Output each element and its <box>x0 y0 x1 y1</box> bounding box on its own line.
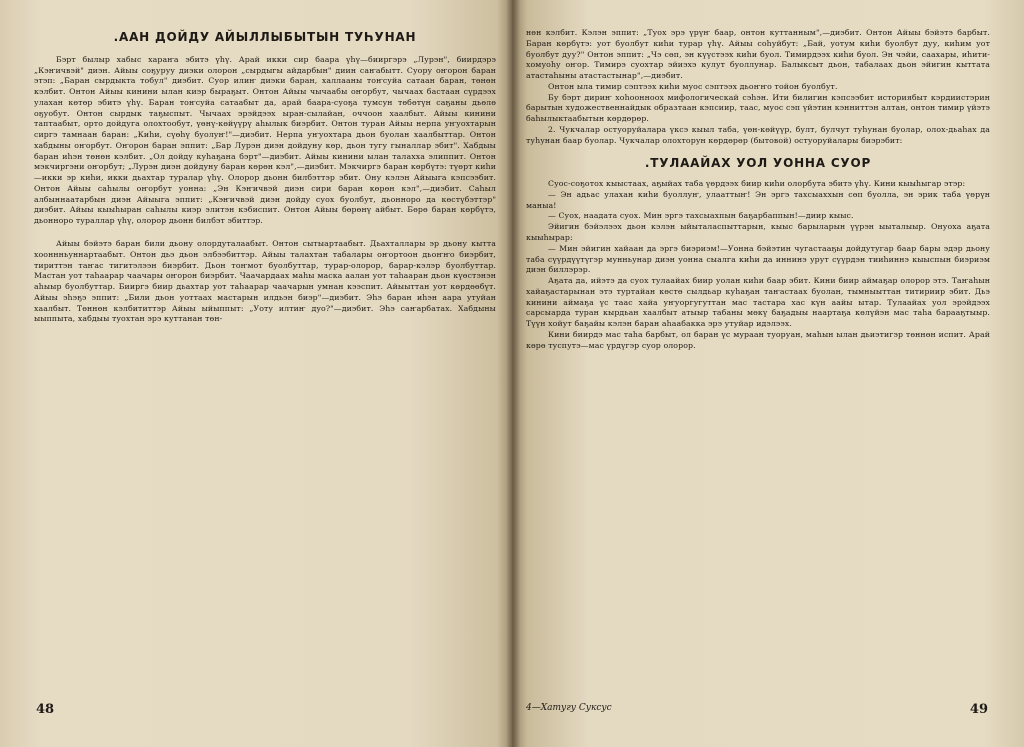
page-number-left: 48 <box>36 702 55 717</box>
right-paragraph: Бу бэрт дириҥ хоһоонноох мифологическай сэһэн. Ити билигин кэпсээбит историябыт кэрдиистэрин барытын художественнайдык образтаан кэпсиир, таас, муос сэп үйэтин кэнниттэн алтан, онтон тимир үйэтэ баһылыктаабытын көрдөрөр. <box>526 92 990 124</box>
right-paragraph: 2. Чукчалар остуоруйалара үксэ кыыл таба, үөн-көйүүр, булт, булчут туһунан буолар, олох-дьаһах да туһунан баар буолар. Чукчалар олохторун көрдөрөр (бытовой) остуоруйалары биэрэбит: <box>526 124 990 145</box>
left-chapter-heading: .ААН ДОЙДУ АЙЫЛЛЫБЫТЫН ТУҺУНАН <box>113 30 417 44</box>
right-paragraph: Суос-соҕотох кыыстаах, аҕыйах таба үөрдээх биир киһи олорбута эбитэ үһү. Кини кыыһыгар этэр: <box>548 179 966 189</box>
right-text-column <box>526 28 990 747</box>
page-number-right: 49 <box>969 702 988 717</box>
right-paragraph: — Мин эйигин хайаан да эргэ биэриэм!—Уонна бэйэтин чугастааҕы дойдутугар баар бары эдэр дьону таба сүүрдүүтүгэр мунньунар диэн уонна сыалга киһи да иннинэ урут сүүрдэн тииһиннэ кыыспын биэриэм диэн биллэрэр. <box>526 243 990 275</box>
right-paragraph: Эйигин бэйэлээх дьон кэлэн ыйыталаспыттарын, кыыс барыларын үүрэн ыыталыыр. Онуоха аҕата кыыһырар: <box>526 222 990 243</box>
right-paragraph: — Эн адьас улахан киһи буоллуҥ, улааттыҥ! Эн эргэ тахсыаххын сөп буолла, эн эрик таба үөрүн маныа! <box>526 189 990 210</box>
right-paragraph: Аҕата да, ийэтэ да суох тулаайах биир уолан киһи баар эбит. Кини биир аймаҕар олорор этэ. Таҥаһын хайаҕастарынан этэ туртайан көстө сылдьар куһаҕан таҥастаах буолан, тымныыттан титириир эбит. Дьэ кинини аймаҕа үс таас хайа уҥуоргугуттан мас тастара хас күн аайы ытар. Тулаайах уол эрэйдээх сарсыарда туран кырдьан хаалбыт атыыр табаны мөкү баҕадыы наартаҕа көлүйэн мас таһа барааҕтыыр. Түүн хойут баҕайы кэлэн баран аһаабакка эрэ утуйар идэлээх. <box>526 276 990 329</box>
left-paragraph: Айыы бэйэтэ баран били дьону олордуталаабыт. Онтон сытыартаабыт. Дьахталлары эр дьону кытта хооннньуннартаабыт. Онтон дьэ дьон элбээбиттэр. Айыы талахтан табалары оҥортоон дьоҥҥо биэрбит, тириттэн таҥас тигитэлээн биэрбит. Дьон тоҥмот буолбуттар, турар-олорор, барар-кэлэр буолбуттар. Мастан уот таһаарар чаачары оҥорон биэрбит. Чаачардаах маһы маска аалан уот таһааран дьон күөстэнэн аһыыр буолбуттар. Бииргэ биир дьахтар уот таһаарар чаачарын умнан кээспит. Айыыттан уот көрдөөбүт. Айыы эһэҕэ эппит: „Били дьон уоттаах мастарын илдьэн биэр"—диэбит. Эһэ баран иһэн аара утуйан хаалбыт. Төннөн кэлбититтэр Айыы ыйыппыт: „Уоту илтиҥ дуо?"—диэбит. Эһэ саҥарбатах. Хабдыны ыыппыта, хабдыы туохтан эрэ куттанан төн- <box>34 239 496 324</box>
right-story-heading: .ТУЛААЙАХ УОЛ УОННА СУОР <box>644 156 872 171</box>
right-paragraph: нөн кэлбит. Кэлэн эппит: „Туох эрэ үрүҥ баар, онтон куттанным",—диэбит. Онтон Айыы бэйэтэ барбыт. Баран көрбүтэ: уот буолбут киһи турар үһү. Айыы соһуйбут: „Бай, уотум киһи буолбут дуу, киһим уот буолбут дуу?" Онтон эппит: „Чэ сөп, эн күүстээх киһи буол. Тимирдээх киһи буол. Эн чэйи, саахары, иһити-хомуоһу оҥор. Тимирэ суохтар эйиэхэ кулут буоллунар. Балыксыт дьон, табалаах дьон эйигин кыттата атастаһыны атастастынар",—диэбит. <box>526 28 990 81</box>
right-page <box>512 0 1024 747</box>
right-paragraph: Онтон ыла тимир сэптээх киһи муос сэптээх дьоҥҥо тойон буолбут. <box>548 81 838 91</box>
left-paragraph: Бэрт былыр хабыс хараҥа эбитэ үһү. Арай икки сир баара үһү—бииргэрэ „Лурэн", биирдэрэ „Кэҥичвэй" диэн. Айыы соҕуруу диэки олорон „сырдыгы айдарбын" диин саҥабытт. Суору оҥорон баран этэп: „Баран сырдыкта тобул" диэбит. Суор илиҥ диэки баран, халлааны тоҥсуйа сатаан баран, төнөн кэлбит. Онтон Айыы кинини ылан киэр быраҕыт. Онтон Айыы чычаабы оҥорбут, чычаах бастаан сүрдээх улахан көтөр эбитэ үһү. Баран тоҥсуйа сатаабыт да, арай баара-суоҕа тумсун төбөтүн саҕаны дьөлө оҕуобут. Онтон сырдык таҕыспыт. Чычаах эрэйдээх ыран-сылайан, оччоон хаалбыт. Айыы кинини таптаабыт, орто дойдуга олохтообут, үөнү-көйүүрү аһылык биэрбит. Онтон туран Айыы нерпа уҥуохтарын сиргэ тамнаан баран: „Киһи, сүөһү буолуҥ!"—диэбит. Нерпа уҥуохтара дьон буолан хаалбыттар. Онтон хабдыны оҥорбут. Оҥорон баран эппит: „Бар Лурэн диэн дойдуну көр, дьон тугу гыналлар эбит". Хабдыы баран иһэн төнөн кэлбит. „Ол дойду куһаҕана бэрт"—диэбит. Айыы кинини ылан талахха элиппит. Онтон мэкчиргэни оҥорбут; „Лурэн диэн дойдуну баран көрөн кэл",—диэбит. Мэкчиргэ баран көрбүтэ: түөрт киһи—икки эр киһи, икки дьахтар туралар үһү. Олорор дьонн билбэттэр эбит. Ону кэлэн Айыыга кэпсээбит. Онтон Айыы саһылы оҥорбут уонна: „Эн Кэҥичвэй диэн сири баран көрөн кэл",—диэбит. Саһыл албыннаатарбын диэн Айыыга эппит: „Кэҥичвэй диэн дойду суох буолбут, дьонноро да көстүбэттэр" диэбит. Айыы кыыһыран саһылы киэр элитэн кэбиспит. Онтон Айыы бөрөнү айбыт. Бөрө баран көрбүтэ, дьонноро тураллар үһү, олорор дьонн билбэт эбиттэр. <box>34 54 496 226</box>
right-paragraph: Кини биирдэ мас таһа барбыт, ол баран үс мураан туоруан, маһын ылан дьиэтигэр төннөн испит. Арай көрө туспутэ—мас үрдүгэр суор олорор. <box>526 329 990 350</box>
book-gutter <box>506 0 520 747</box>
left-text-column <box>34 24 496 747</box>
signature-mark: 4—Хатугу Суксус <box>526 703 612 713</box>
right-paragraph: — Суох, наадата суох. Мин эргэ тахсыахпын баҕарбаппын!—диир кыыс. <box>548 211 854 221</box>
